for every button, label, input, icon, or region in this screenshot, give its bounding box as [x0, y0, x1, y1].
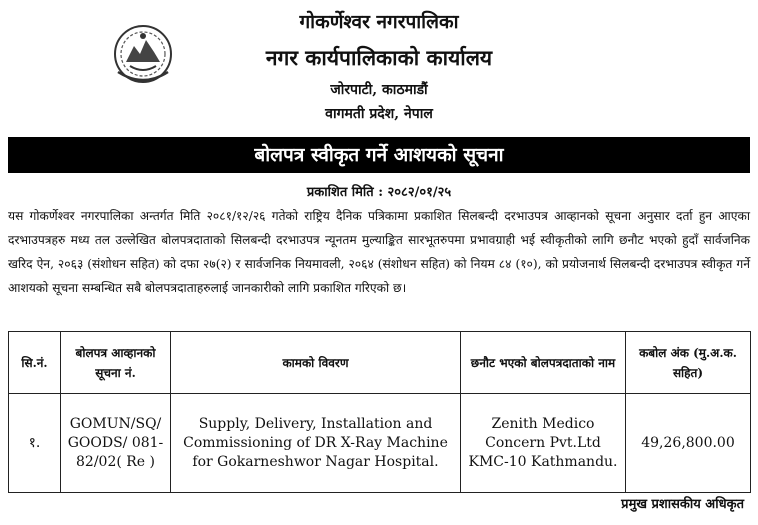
header-bidder: छनौट भएको बोलपत्रदाताको नाम: [461, 332, 626, 394]
header-sn: सि.नं.: [9, 332, 61, 394]
address-line-1: जोरपाटी, काठमाडौं: [330, 82, 428, 98]
table-row: [9, 394, 751, 493]
table-header-row: [9, 332, 751, 394]
notice-title: बोलपत्र स्वीकृत गर्ने आशयको सूचना: [8, 137, 750, 173]
cell-amount: 49,26,800.00: [626, 394, 751, 493]
cell-work: Supply, Delivery, Installation and Commissioning of DR X-Ray Machine for Gokarneshwor Nagar Hospital.: [171, 394, 461, 493]
header-amount: कबोल अंक (मु.अ.क. सहित): [626, 332, 751, 394]
published-date: प्रकाशित मिति : २०८२/०१/२५: [306, 185, 452, 200]
signature-title: प्रमुख प्रशासकीय अधिकृत: [621, 497, 744, 512]
tender-table: [8, 331, 751, 493]
address-line-2: वागमती प्रदेश, नेपाल: [325, 106, 433, 122]
cell-sn: १.: [9, 394, 61, 493]
header-bid-no: बोलपत्र आव्हानको सूचना नं.: [61, 332, 171, 394]
header-work: कामको विवरण: [171, 332, 461, 394]
cell-bid-no: GOMUN/SQ/ GOODS/ 081-82/02( Re ): [61, 394, 171, 493]
notice-body: यस गोकर्णेश्वर नगरपालिका अन्तर्गत मिति २०८१/१२/२६ गतेको राष्ट्रिय दैनिक पत्रिकामा प्रकाशित सिलबन्दी दरभाउपत्र आव्हानको सूचना अनुसार दर्ता हुन आएका दरभाउपत्रहरु मध्य तल उल्लेखित बोलपत्रदाताको सिलबन्दी दरभाउपत्र न्यूनतम मुल्याङ्कित सारभूतरुपमा प्रभावग्राही भई स्वीकृतीको लागि छनौट भएको हुदाँ सार्वजनिक खरिद ऐन, २०६३ (संशोधन सहित) को दफा २७(२) र सार्वजनिक नियमावली, २०६४ (संशोधन सहित) को नियम ८४ (१०), को प्रयोजनार्थ सिलबन्दी दरभाउपत्र स्वीकृत गर्ने आशयको सूचना सम्बन्धित सबै बोलपत्रदाताहरुलाई जानकारीको लागि प्रकाशित गरिएको छ।: [8, 209, 750, 295]
cell-bidder: Zenith Medico Concern Pvt.Ltd KMC-10 Kathmandu.: [461, 394, 626, 493]
office-name: नगर कार्यपालिकाको कार्यालय: [265, 45, 493, 70]
municipality-name: गोकर्णेश्वर नगरपालिका: [299, 11, 459, 33]
